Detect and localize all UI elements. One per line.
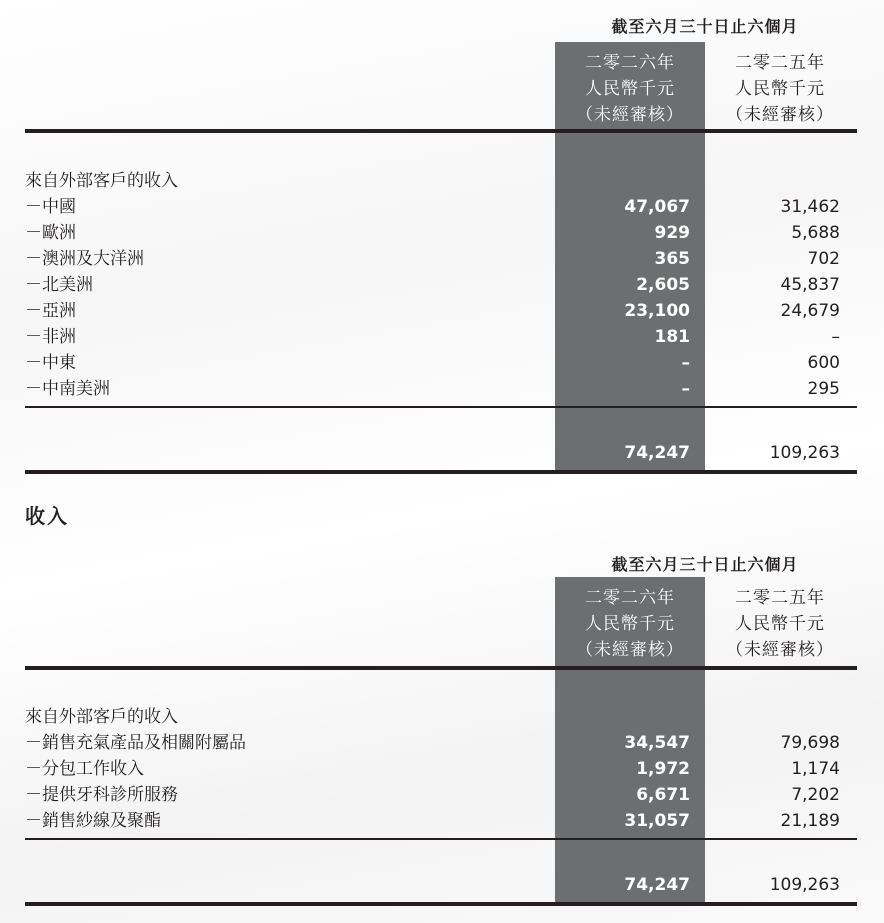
table-heading-row: 來自外部客戶的收入 (25, 707, 178, 727)
current-year-header: 二零二六年 人民幣千元 （未經審核） (576, 588, 684, 660)
table-row: －歐洲 929 5,688 (25, 223, 840, 243)
header-rule (25, 129, 857, 133)
previous-year-header: 二零二五年 人民幣千元 （未經審核） (726, 53, 834, 125)
total-row: 74,247 109,263 (624, 443, 840, 463)
period-header: 截至六月三十日止六個月 (611, 555, 799, 574)
subtotal-rule (25, 406, 857, 408)
subtotal-rule (25, 838, 857, 840)
table-row: －非洲 181 – (25, 327, 840, 347)
table-row: －銷售充氣產品及相關附屬品 34,547 79,698 (25, 733, 840, 753)
table-row: －北美洲 2,605 45,837 (25, 275, 840, 295)
total-rule (25, 902, 857, 906)
table-row: －亞洲 23,100 24,679 (25, 301, 840, 321)
total-row: 74,247 109,263 (624, 875, 840, 895)
table-row: －分包工作收入 1,972 1,174 (25, 759, 840, 779)
section-title: 收入 (25, 504, 69, 528)
table-row: －中南美洲 – 295 (25, 379, 840, 399)
previous-year-header: 二零二五年 人民幣千元 （未經審核） (726, 588, 834, 660)
table-heading-row: 來自外部客戶的收入 (25, 171, 178, 191)
current-year-header: 二零二六年 人民幣千元 （未經審核） (576, 53, 684, 125)
table-row: －銷售紗線及聚酯 31,057 21,189 (25, 811, 840, 831)
table-row: －中東 – 600 (25, 353, 840, 373)
table-row: －中國 47,067 31,462 (25, 197, 840, 217)
table-row: －澳洲及大洋洲 365 702 (25, 249, 840, 269)
total-rule (25, 470, 857, 474)
period-header: 截至六月三十日止六個月 (611, 17, 799, 36)
table-row: －提供牙科診所服務 6,671 7,202 (25, 785, 840, 805)
header-rule (25, 666, 857, 670)
